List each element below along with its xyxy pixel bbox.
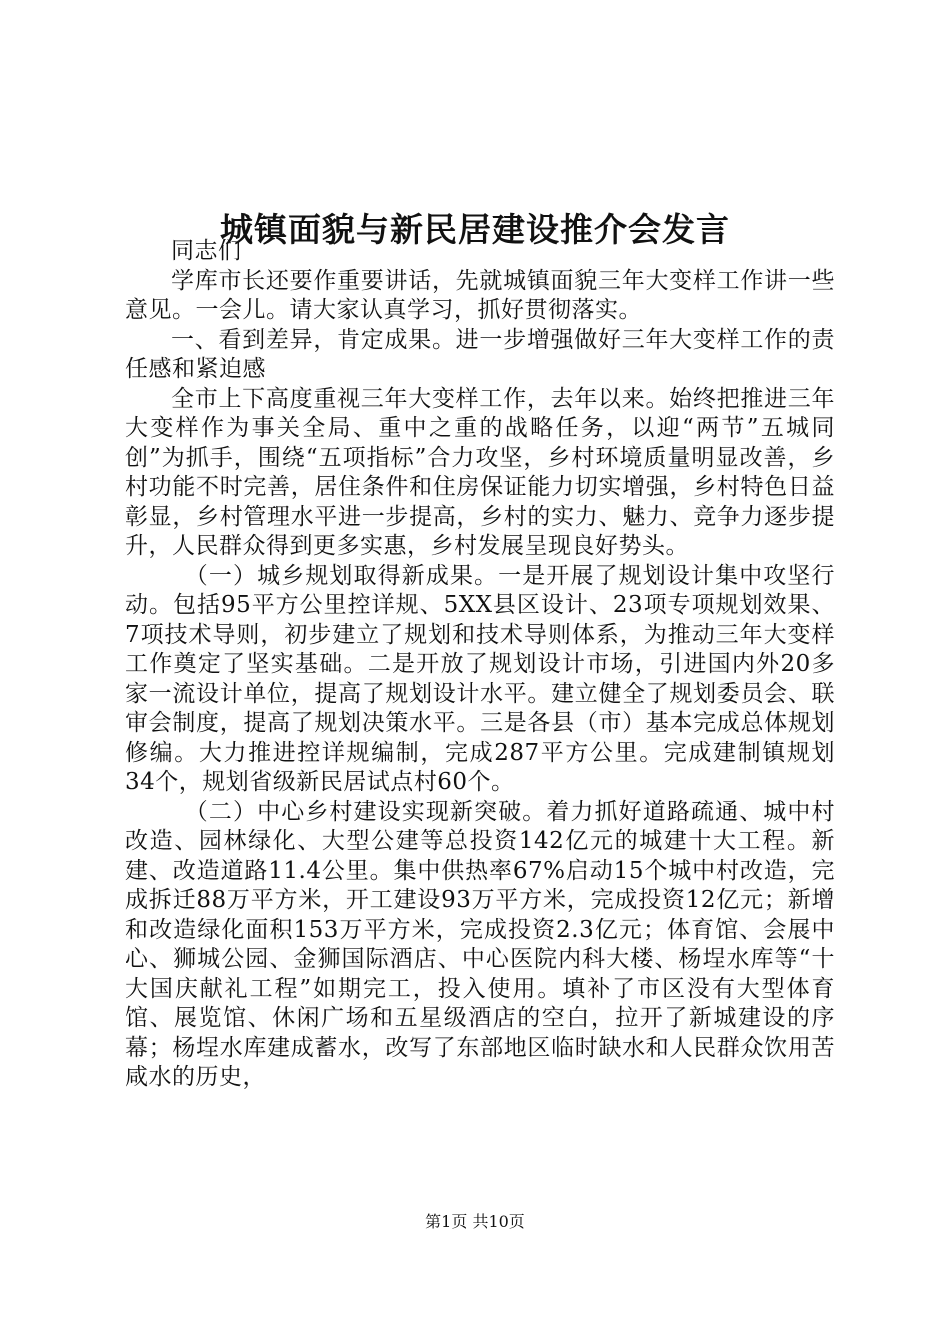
page-title: 城镇面貌与新民居建设推介会发言 <box>220 210 730 250</box>
paragraph-overview: 全市上下高度重视三年大变样工作，去年以来。始终把推进三年大变样作为事关全局、重中之重的战略任务，以迎“两节”五城同创”为抓手，围绕“五项指标”合力攻坚，乡村环境质量明显改善，乡村功能不时完善，居住条件和住房保证能力切实增强，乡村特色日益彰显，乡村管理水平进一步提高，乡村的实力、魅力、竞争力逐步提升，人民群众得到更多实惠，乡村发展呈现良好势头。 <box>125 385 835 559</box>
section-heading-1: 一、看到差异，肯定成果。进一步增强做好三年大变样工作的责任感和紧迫感 <box>125 326 835 382</box>
document-body <box>125 237 835 1093</box>
paragraph-intro: 学库市长还要作重要讲话，先就城镇面貌三年大变样工作讲一些意见。一会儿。请大家认真学习，抓好贯彻落实。 <box>125 267 835 323</box>
paragraph-planning: （一）城乡规划取得新成果。一是开展了规划设计集中攻坚行动。包括95平方公里控详规、5XX县区设计、23项专项规划效果、7项技术导则，初步建立了规划和技术导则体系，为推动三年大变样工作奠定了坚实基础。二是开放了规划设计市场，引进国内外20多家一流设计单位，提高了规划设计水平。建立健全了规划委员会、联审会制度，提高了规划决策水平。三是各县（市）基本完成总体规划修编。大力推进控详规编制，完成287平方公里。完成建制镇规划34个，规划省级新民居试点村60个。 <box>125 562 835 795</box>
paragraph-construction: （二）中心乡村建设实现新突破。着力抓好道路疏通、城中村改造、园林绿化、大型公建等总投资142亿元的城建十大工程。新建、改造道路11.4公里。集中供热率67%启动15个城中村改造，完成拆迁88万平方米，开工建设93万平方米，完成投资12亿元；新增和改造绿化面积153万平方米，完成投资2.3亿元；体育馆、会展中心、狮城公园、金狮国际酒店、中心医院内科大楼、杨埕水库等“十大国庆献礼工程”如期完工，投入使用。填补了市区没有大型体育馆、展览馆、休闲广场和五星级酒店的空白，拉开了新城建设的序幕；杨埕水库建成蓄水，改写了东部地区临时缺水和人民群众饮用苦咸水的历史， <box>125 798 835 1090</box>
greeting: 同志们 <box>171 238 242 264</box>
page-indicator: 第1页 共10页 <box>425 1212 525 1231</box>
